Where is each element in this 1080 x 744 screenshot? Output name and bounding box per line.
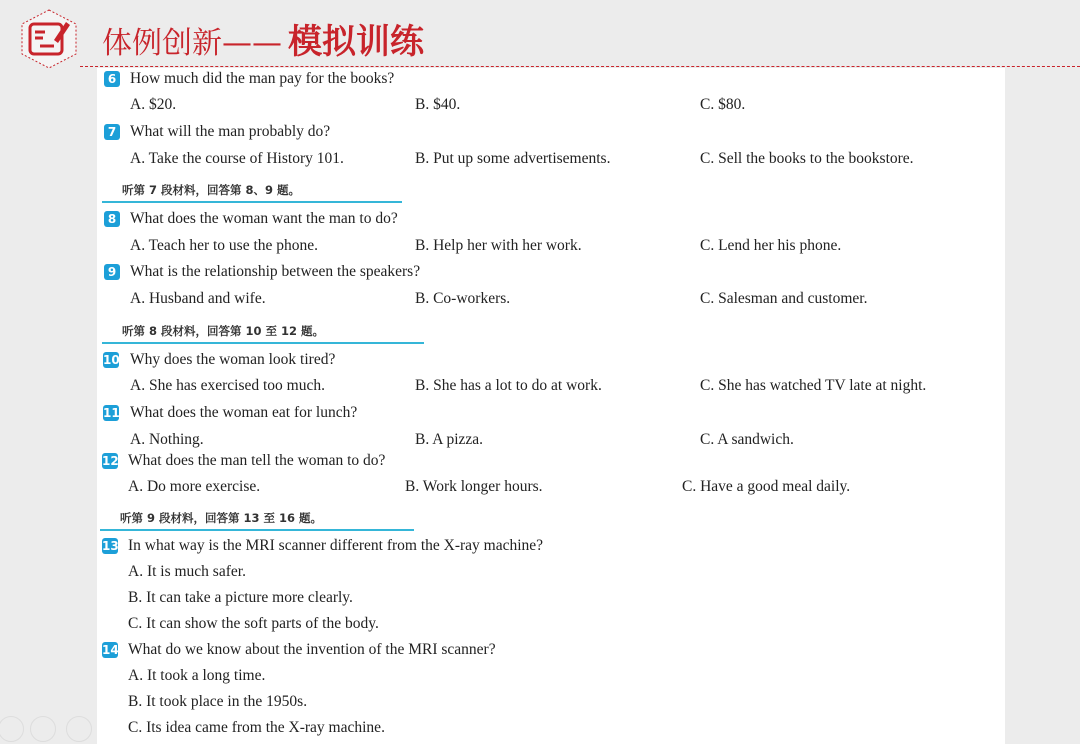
question-text: What do we know about the invention of the MRI scanner?: [128, 641, 496, 658]
question-text: What will the man probably do?: [130, 123, 331, 140]
page-title: [102, 14, 424, 63]
option-c: C. A sandwich.: [700, 431, 794, 448]
option-a: A. $20.: [130, 96, 177, 113]
question-number: 12: [102, 454, 119, 468]
question-text: Why does the woman look tired?: [130, 351, 336, 368]
option-b: B. $40.: [415, 96, 461, 113]
question-text: In what way is the MRI scanner different from the X-ray machine?: [128, 537, 544, 554]
option-a: A. Do more exercise.: [128, 478, 261, 495]
section-heading: 听第 8 段材料，回答第 10 至 12 题。: [102, 323, 424, 344]
divider: [80, 66, 1080, 67]
option-b: B. It can take a picture more clearly.: [128, 589, 353, 606]
question-number: 14: [102, 643, 119, 657]
option-b: B. Work longer hours.: [405, 478, 543, 495]
option-c: C. Salesman and customer.: [700, 290, 868, 307]
title-bold: 模拟训练: [288, 22, 424, 62]
option-b: B. Put up some advertisements.: [415, 150, 611, 167]
option-c: C. It can show the soft parts of the body.: [128, 615, 379, 632]
question-number: 13: [102, 539, 119, 553]
option-a: A. Husband and wife.: [130, 290, 266, 307]
question-text: What does the woman want the man to do?: [130, 210, 398, 227]
option-c: C. Its idea came from the X-ray machine.: [128, 719, 385, 736]
question-number: 11: [103, 406, 120, 420]
title-light: 体例创新——: [102, 26, 282, 61]
option-b: B. It took place in the 1950s.: [128, 693, 308, 710]
question-text: What is the relationship between the speakers?: [130, 263, 421, 280]
question-number: 8: [104, 211, 120, 227]
section-heading: 听第 7 段材料，回答第 8、9 题。: [102, 182, 402, 203]
menu-icon[interactable]: [66, 716, 92, 742]
option-c: C. She has watched TV late at night.: [700, 377, 927, 394]
question-number: 10: [103, 353, 120, 367]
zoom-icon[interactable]: [30, 716, 56, 742]
option-b: B. Co-workers.: [415, 290, 511, 307]
option-c: C. $80.: [700, 96, 746, 113]
question-text: What does the man tell the woman to do?: [128, 452, 386, 469]
question-text: What does the woman eat for lunch?: [130, 404, 358, 421]
option-c: C. Have a good meal daily.: [682, 478, 851, 495]
option-a: A. Nothing.: [130, 431, 204, 448]
option-c: C. Sell the books to the bookstore.: [700, 150, 914, 167]
option-b: B. Help her with her work.: [415, 237, 582, 254]
option-a: A. She has exercised too much.: [130, 377, 325, 394]
option-b: B. A pizza.: [415, 431, 484, 448]
option-a: A. Teach her to use the phone.: [130, 237, 319, 254]
question-text: How much did the man pay for the books?: [130, 70, 395, 87]
option-a: A. It is much safer.: [128, 563, 246, 580]
question-number: 9: [104, 264, 120, 280]
section-heading: 听第 9 段材料，回答第 13 至 16 题。: [100, 510, 414, 531]
option-c: C. Lend her his phone.: [700, 237, 842, 254]
option-a: A. It took a long time.: [128, 667, 266, 684]
exercise-logo-icon: [18, 8, 80, 70]
question-number: 7: [104, 124, 120, 140]
option-a: A. Take the course of History 101.: [130, 150, 344, 167]
question-number: 6: [104, 71, 120, 87]
option-b: B. She has a lot to do at work.: [415, 377, 602, 394]
player-control-button[interactable]: [0, 716, 24, 742]
